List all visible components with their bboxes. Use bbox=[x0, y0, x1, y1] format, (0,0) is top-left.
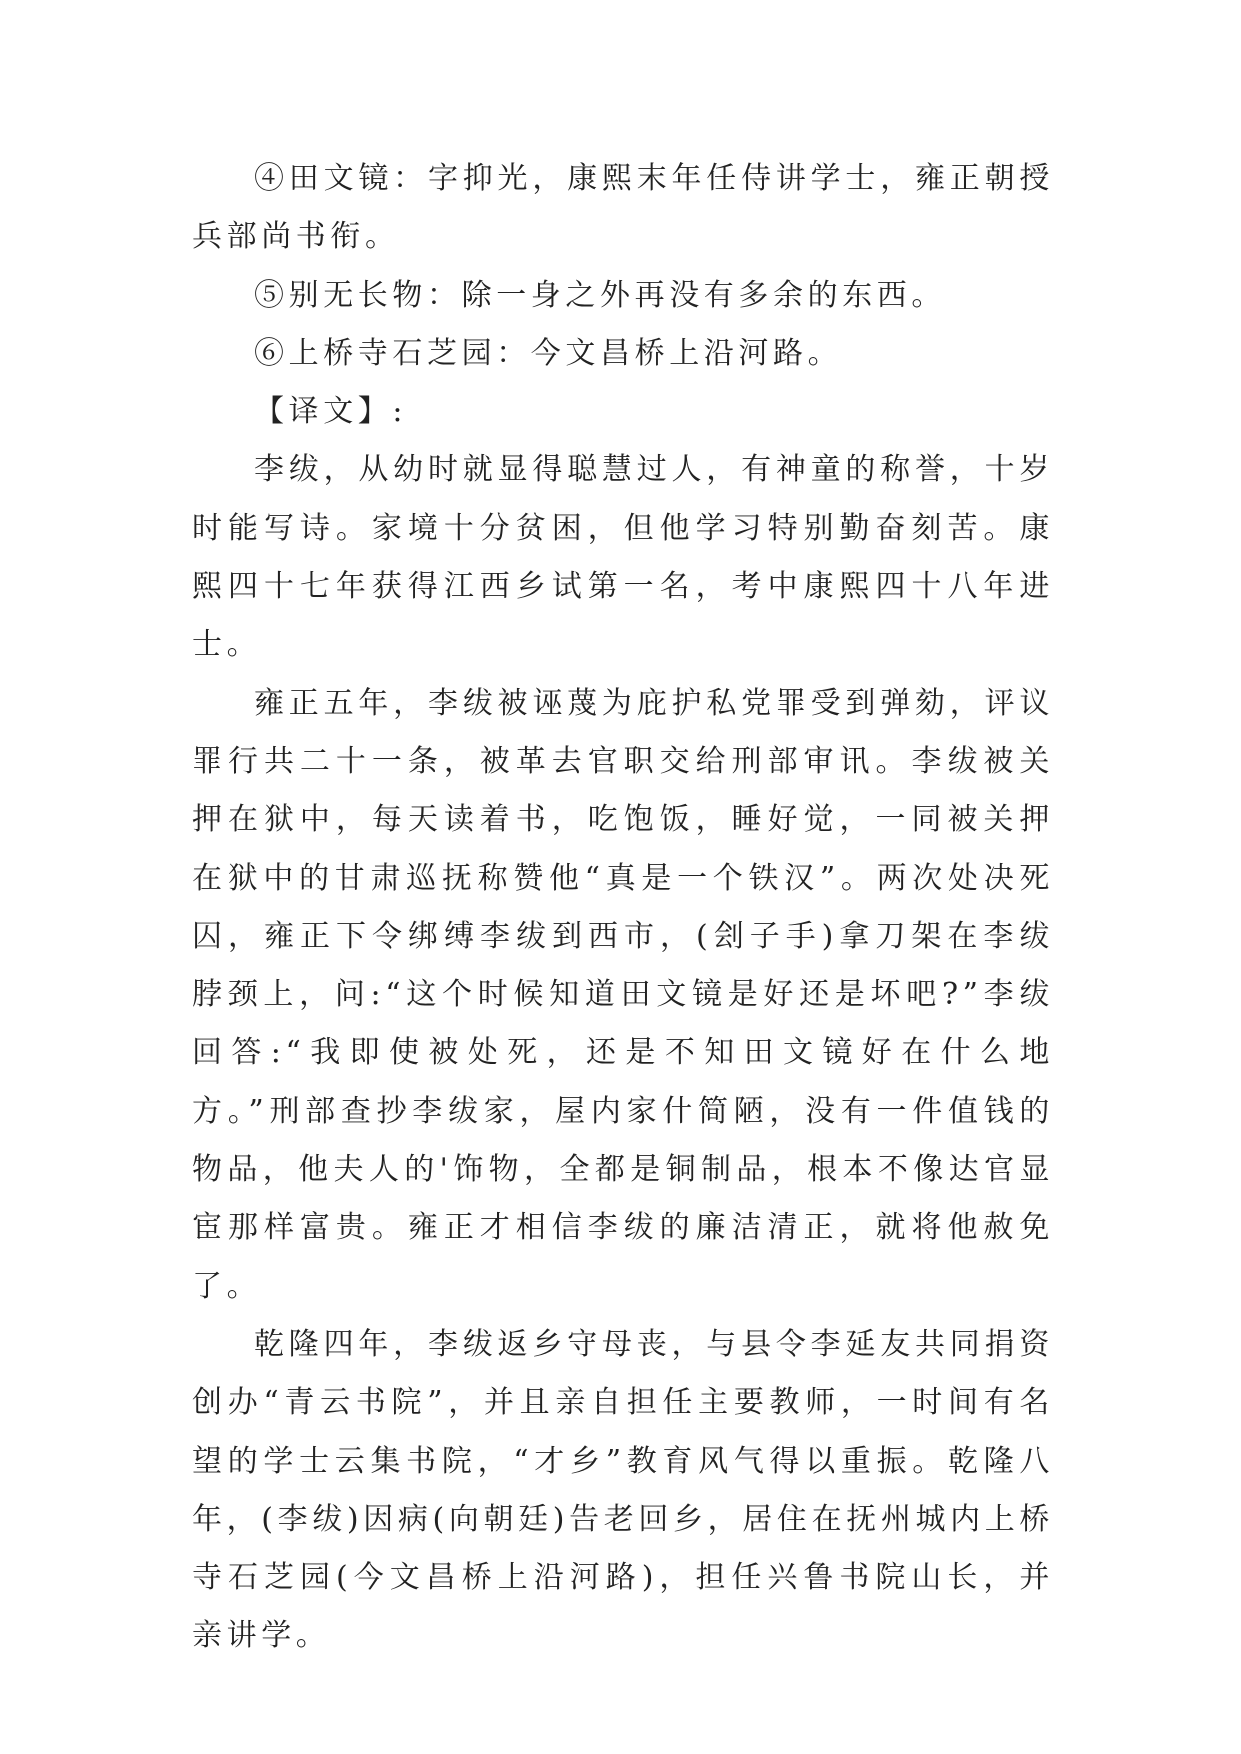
translation-paragraph-3: 乾隆四年，李绂返乡守母丧，与县令李延友共同捐资创办“青云书院”，并且亲自担任主要教师，一时间有名望的学士云集书院，“才乡”教育风气得以重振。乾隆八年，(李绂)因病(向朝廷)告老回乡，居住在抚州城内上桥寺石芝园(今文昌桥上沿河路)，担任兴鲁书院山长，并亲讲学。 bbox=[192, 1326, 1054, 1654]
annotation-5: ⑤别无长物：除一身之外再没有多余的东西。 bbox=[254, 277, 946, 313]
translation-paragraph-1: 李绂，从幼时就显得聪慧过人，有神童的称誉，十岁时能写诗。家境十分贫困，但他学习特别勤奋刻苦。康熙四十七年获得江西乡试第一名，考中康熙四十八年进士。 bbox=[192, 452, 1054, 663]
translation-paragraph-2: 雍正五年，李绂被诬蔑为庇护私党罪受到弹劾，评议罪行共二十一条，被革去官职交给刑部审讯。李绂被关押在狱中，每天读着书，吃饱饭，睡好觉，一同被关押在狱中的甘肃巡抚称赞他“真是一个铁汉”。两次处决死囚，雍正下令绑缚李绂到西市，(刽子手)拿刀架在李绂脖颈上，问:“这个时候知道田文镜是好还是坏吧?”李绂回答:“我即使被处死，还是不知田文镜好在什么地方。”刑部查抄李绂家，屋内家什简陋，没有一件值钱的物品，他夫人的'饰物，全都是铜制品，根本不像达官显宦那样富贵。雍正才相信李绂的廉洁清正，就将他赦免了。 bbox=[192, 685, 1054, 1304]
annotation-4: ④田文镜：字抑光，康熙末年任侍讲学士，雍正朝授兵部尚书衔。 bbox=[192, 161, 1054, 255]
document-body bbox=[192, 150, 1054, 1666]
annotation-6: ⑥上桥寺石芝园：今文昌桥上沿河路。 bbox=[254, 335, 843, 371]
translation-heading: 【译文】: bbox=[254, 394, 408, 430]
